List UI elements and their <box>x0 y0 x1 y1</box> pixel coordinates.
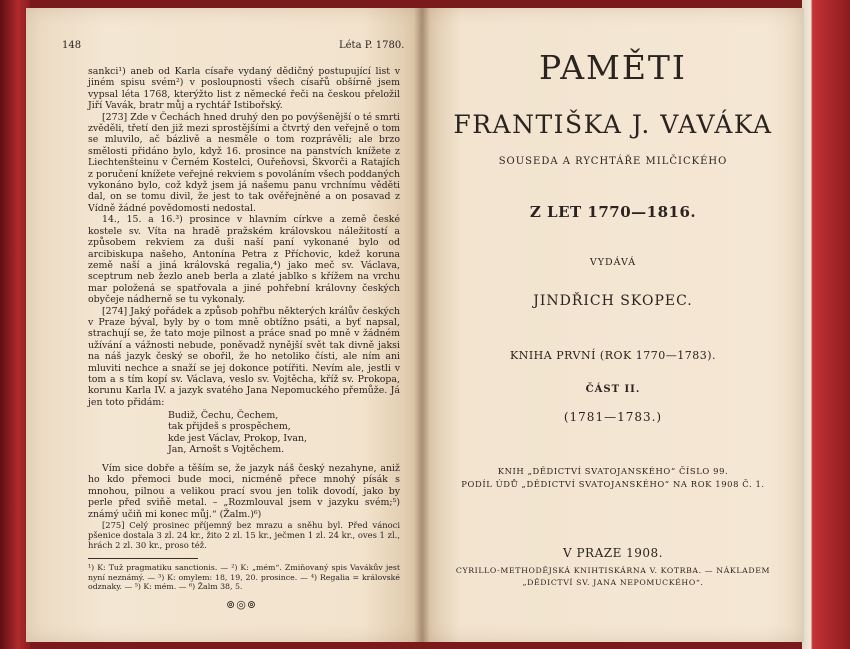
ornament: ⊚◎⊚ <box>226 598 258 611</box>
editor-name: JINDŘICH SKOPEC. <box>533 293 693 309</box>
paragraph: [273] Zde v Čechách hned druhý den po povýšenější o té smrti zvěděli, třetí den již mezi sprostějšími a čtvrtý den veřejně o tom se mluvilo, ač bázlivě a nesměle o tom rozprávěli; ale brzo smělosti přidáno bylo, když 16. prosince na panstvích knížete z Liechtenšteinu v Černém Kostelci, Ouřeňovsi, Škvorči a Ratajích z poručení knížete veřejné rekviem s povoláním všech poddaných vykonáno bylo, což když jsem já našemu panu vrchnímu věděti dal, on se tomu divil, že jest to tak ověřejněné a on posavad z Vídně žádné povědomosti nedostal. <box>88 111 400 214</box>
paragraph: Vím sice dobře a těším se, že jazyk náš český nezahyne, aniž ho kdo přemoci bude moci, nicméně přece mnohý písák s mnohou, pilnou a velikou prací svou jen tolik dovodí, jako by perle před sviňě metal. – „Rozmlouval jsem v jazyku svém;⁵) známý učiň mi konec můj.“ (Žalm.)⁶) <box>88 463 400 520</box>
part: ČÁST II. <box>585 384 641 395</box>
paragraph: 14., 15. a 16.³) prosince v hlavním církve a země české kostele sv. Víta na hradě pražském královskou náležitostí a způsobem rekviem za duši naší paní vykonané bylo od arcibiskupa našeho, Antonína Petra z Příchovic, kdež koruna země naší a jiná královská regalia,⁴) jako meč sv. Václava, sceptrum neb žezlo aneb berla a zlaté jablko s křížem na vrchu mar položená se spatřovala a jiné pohřební královny českých obyčeje nádherně se tu vykonaly. <box>88 214 400 306</box>
poem <box>168 410 400 455</box>
series-line-2: PODÍL ÚDŮ „DĚDICTVÍ SVATOJANSKÉHO“ NA ROK 1908 Č. 1. <box>461 479 765 489</box>
years: Z LET 1770—1816. <box>529 203 697 221</box>
publisher-line-2: „DĚDICTVÍ SV. JANA NEPOMUCKÉHO“. <box>522 578 704 587</box>
publisher-line-1: CYRILLO-METHODĚJSKÁ KNIHTISKÁRNA V. KOTRBA. — NÁKLADEM <box>455 566 771 575</box>
poem-line: kde jest Václav, Prokop, Ivan, <box>168 432 308 444</box>
title-line-2: FRANTIŠKA J. VAVÁKA <box>453 110 773 139</box>
poem-line: Budiž, Čechu, Čechem, <box>168 410 279 422</box>
paragraph: [274] Jaký pořádek a způsob pohřbu některých králův českých v Praze býval, byly by o tom mně obtížno psáti, a byť napsal, strachují se, že tato moje pilnost a práce snad po mně v žádném užívání a vážnosti nebude, poněvadž nynější svět tak divně jaksi na náš jazyk český se obořil, že ho netoliko čísti, ale ním ani mluviti nechce a snaží se jej dokonce potířiti. Nevím ale, jestli v tom a s tím kopí sv. Václava, veslo sv. Vojtěcha, kříž sv. Prokopa, korunu Karla IV. a jazyk svatého Jana Nepomuckého přemůže. Já jen toto přidám: <box>88 305 400 408</box>
footnote-rule <box>88 558 198 559</box>
editor-label: VYDÁVÁ <box>589 257 637 268</box>
page-number: 148 <box>62 40 82 51</box>
footnotes: ¹) K: Tuž pragmatiku sanctionis. — ²) K: „mém“. Zmiňovaný spis Vavákův jest nyní neznámý. — ³) K: omylem: 18, 19, 20. prosince. — ⁴) Regalia = královské odznaky. — ⁵) K: mém. — ⁶) Žalm 38, 5. <box>88 563 400 592</box>
part-years: (1781—1783.) <box>563 410 663 424</box>
book-number: KNIHA PRVNÍ (ROK 1770—1783). <box>509 349 716 362</box>
running-head: Léta P. 1780. <box>339 40 405 51</box>
subtitle: SOUSEDA A RYCHTÁŘE MILČICKÉHO <box>498 156 728 167</box>
paragraph: sankci¹) aneb od Karla císaře vydaný dědičný postupující list v jiném spisu svém²) v posloupnosti všech císařů obšírně jsem vypsal léta 1768, kterýžto list z německé řeči na českou přeložil Jiří Vavák, bratr můj a rychtář Istibořský. <box>88 66 400 112</box>
left-page-body <box>88 66 400 550</box>
series-line-1: KNIH „DĚDICTVÍ SVATOJANSKÉHO“ ČÍSLO 99. <box>497 466 729 476</box>
small-paragraph: [275] Celý prosinec příjemný bez mrazu a sněhu byl. Před vánoci pšenice dostala 3 zl. 24 kr., žito 2 zl. 15 kr., ječmen 1 zl. 24 kr., oves 1 zl., hrách 2 zl. 30 kr., proso též. <box>88 520 400 551</box>
poem-line: tak přijdeš s prospěchem, <box>168 421 291 433</box>
title-line-1: PAMĚTI <box>539 48 687 87</box>
poem-line: Jan, Arnošt s Vojtěchem. <box>168 443 285 455</box>
book-cover-right-edge <box>802 0 850 649</box>
imprint-place: V PRAZE 1908. <box>562 546 664 560</box>
